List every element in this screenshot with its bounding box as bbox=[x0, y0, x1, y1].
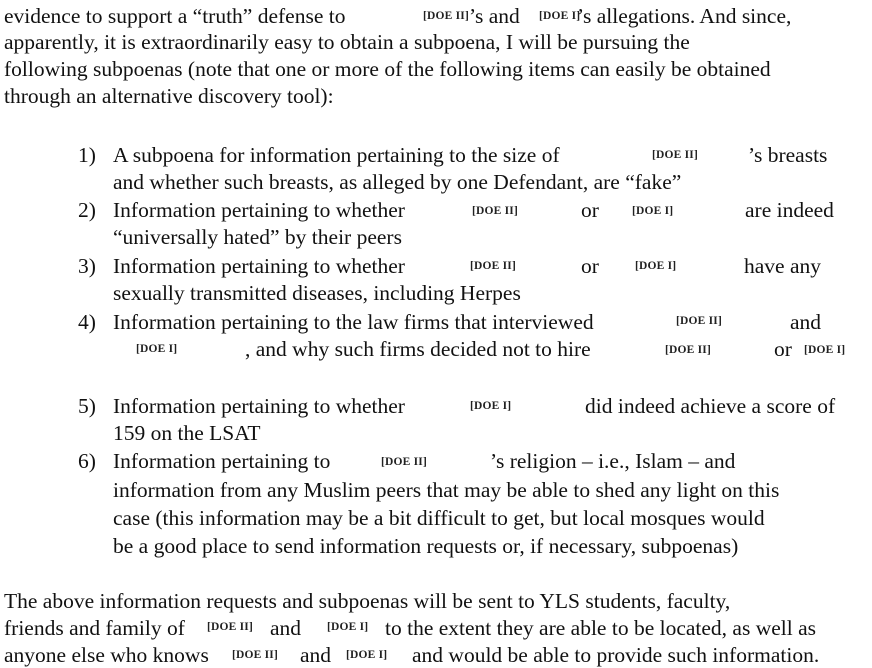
list-item-text: case (this information may be a bit difficult to get, but local mosques would bbox=[113, 506, 765, 530]
list-item-text: Information pertaining to the law firms that interviewed bbox=[113, 310, 594, 334]
redaction-doe-ii: [DOE II] bbox=[652, 149, 699, 161]
closing-line-3-part-1: anyone else who knows bbox=[4, 643, 209, 667]
redaction-doe-i: [DOE I] bbox=[804, 344, 846, 356]
closing-line-1: The above information requests and subpoenas will be sent to YLS students, faculty, bbox=[4, 589, 731, 613]
intro-line-4: through an alternative discovery tool): bbox=[4, 84, 334, 108]
list-item-text: or bbox=[581, 198, 599, 222]
list-item-number: 3) bbox=[78, 254, 96, 278]
redaction-doe-i: [DOE I] bbox=[136, 343, 178, 355]
list-item-number: 6) bbox=[78, 449, 96, 473]
list-item-text: or bbox=[774, 337, 792, 361]
list-item-number: 1) bbox=[78, 143, 96, 167]
closing-line-2-part-1: friends and family of bbox=[4, 616, 185, 640]
list-item-text: and bbox=[790, 310, 822, 334]
closing-line-2-part-3: to the extent they are able to be located, as well as bbox=[385, 616, 817, 640]
list-item-text: Information pertaining to whether bbox=[113, 394, 405, 418]
list-item-number: 5) bbox=[78, 394, 96, 418]
redaction-doe-ii: [DOE II] bbox=[470, 260, 517, 272]
redaction-doe-i: [DOE I] bbox=[539, 10, 581, 22]
list-item-text: are indeed bbox=[745, 198, 834, 222]
list-item-text: and whether such breasts, as alleged by one Defendant, are “fake” bbox=[113, 170, 682, 194]
closing-line-3-part-3: and would be able to provide such information. bbox=[412, 643, 820, 667]
list-item-text: did indeed achieve a score of bbox=[585, 394, 836, 418]
list-item-text: Information pertaining to whether bbox=[113, 198, 405, 222]
redaction-doe-ii: [DOE II] bbox=[472, 205, 519, 217]
list-item-text: have any bbox=[744, 254, 822, 278]
list-item-text: , and why such firms decided not to hire bbox=[245, 337, 591, 361]
redaction-doe-ii: [DOE II] bbox=[676, 315, 723, 327]
closing-line-3-part-2: and bbox=[300, 643, 332, 667]
list-item-text: Information pertaining to bbox=[113, 449, 331, 473]
redaction-doe-ii: [DOE II] bbox=[381, 456, 428, 468]
redaction-doe-ii: [DOE II] bbox=[665, 344, 712, 356]
list-item-text: ’s religion – i.e., Islam – and bbox=[490, 449, 736, 473]
list-item-number: 2) bbox=[78, 198, 96, 222]
intro-line-1-part-1: evidence to support a “truth” defense to bbox=[4, 4, 346, 28]
redaction-doe-i: [DOE I] bbox=[632, 205, 674, 217]
list-item-text: or bbox=[581, 254, 599, 278]
list-item-text: sexually transmitted diseases, including Herpes bbox=[113, 281, 521, 305]
intro-line-1-part-2: ’s and bbox=[469, 4, 520, 28]
list-item-text: ’s breasts bbox=[748, 143, 828, 167]
redaction-doe-i: [DOE I] bbox=[346, 649, 388, 661]
redaction-doe-i: [DOE I] bbox=[635, 260, 677, 272]
list-item-text: information from any Muslim peers that may be able to shed any light on this bbox=[113, 478, 780, 502]
closing-line-2-part-2: and bbox=[270, 616, 302, 640]
intro-line-1-part-3: ’s allegations. And since, bbox=[577, 4, 792, 28]
intro-line-2: apparently, it is extraordinarily easy to obtain a subpoena, I will be pursuing the bbox=[4, 30, 690, 54]
list-item-text: be a good place to send information requests or, if necessary, subpoenas) bbox=[113, 534, 739, 558]
redaction-doe-ii: [DOE II] bbox=[207, 621, 254, 633]
list-item-text: A subpoena for information pertaining to the size of bbox=[113, 143, 560, 167]
list-item-text: “universally hated” by their peers bbox=[113, 225, 402, 249]
redaction-doe-i: [DOE I] bbox=[327, 621, 369, 633]
redaction-doe-i: [DOE I] bbox=[470, 400, 512, 412]
list-item-text: Information pertaining to whether bbox=[113, 254, 405, 278]
list-item-number: 4) bbox=[78, 310, 96, 334]
redaction-doe-ii: [DOE II] bbox=[423, 10, 470, 22]
list-item-text: 159 on the LSAT bbox=[113, 421, 261, 445]
intro-line-3: following subpoenas (note that one or more of the following items can easily be obtained bbox=[4, 57, 771, 81]
redaction-doe-ii: [DOE II] bbox=[232, 649, 279, 661]
